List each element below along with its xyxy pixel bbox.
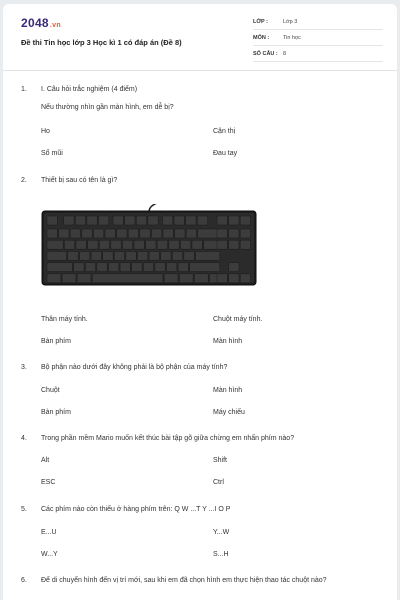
answer-option[interactable]: Màn hình	[213, 338, 243, 345]
answer-option[interactable]: Y...W	[213, 529, 230, 536]
answer-option[interactable]: Sổ mũi	[41, 150, 63, 157]
exam-meta	[253, 14, 383, 62]
meta-row-subject	[253, 30, 383, 46]
meta-key: LỚP :	[253, 18, 268, 25]
question-text: Bộ phận nào dưới đây không phải là bộ phận của máy tính?	[41, 364, 228, 371]
answer-option[interactable]: ESC	[41, 479, 56, 486]
section-heading: I. Câu hỏi trắc nghiệm (4 điểm)	[41, 86, 138, 93]
question-number: 2.	[21, 177, 27, 184]
answer-option[interactable]: Bàn phím	[41, 338, 71, 345]
page-header	[3, 4, 397, 70]
meta-row-count	[253, 46, 383, 62]
answer-option[interactable]: S...H	[213, 551, 229, 558]
question-text: Để di chuyển hình đến vị trí mới, sau khi em đã chọn hình em thực hiện thao tác chuột nào?	[41, 577, 327, 584]
answer-option[interactable]: Ctrl	[213, 479, 224, 486]
question-text: Nếu thường nhìn gần màn hình, em dễ bị?	[41, 104, 174, 111]
exam-page	[3, 4, 397, 600]
answer-option[interactable]: Chuột	[41, 387, 60, 394]
answer-option[interactable]: Đau tay	[213, 150, 238, 157]
question-number: 3.	[21, 364, 27, 371]
answer-option[interactable]: Chuột máy tính.	[213, 316, 263, 323]
site-logo[interactable]	[21, 16, 61, 30]
answer-option[interactable]: Màn hình	[213, 387, 243, 394]
meta-value: Lớp 3	[283, 18, 298, 25]
answer-option[interactable]: Máy chiếu	[213, 409, 245, 416]
question-text: Các phím nào còn thiếu ở hàng phím trên: Q W ...T Y ...I O P	[41, 506, 231, 513]
question-text: Trong phần mềm Mario muốn kết thúc bài tập gõ giữa chừng em nhấn phím nào?	[41, 435, 295, 442]
answer-option[interactable]: E...U	[41, 529, 57, 536]
answer-option[interactable]: Cận thị	[213, 128, 236, 135]
page-title: Đề thi Tin học lớp 3 Học kì 1 có đáp án (Đề 8)	[21, 38, 182, 47]
logo-text: 2048	[21, 16, 49, 30]
question-number: 5.	[21, 506, 27, 513]
answer-option[interactable]: Thân máy tính.	[41, 316, 88, 323]
meta-value: Tin học	[283, 34, 301, 41]
header-divider	[3, 70, 397, 71]
meta-row-class	[253, 14, 383, 30]
meta-key: SỐ CÂU :	[253, 50, 278, 57]
answer-option[interactable]: Ho	[41, 128, 50, 135]
answer-option[interactable]: W...Y	[41, 551, 58, 558]
meta-key: MÔN :	[253, 34, 270, 41]
question-number: 4.	[21, 435, 27, 442]
answer-option[interactable]: Alt	[41, 457, 50, 464]
keyboard-image	[41, 204, 257, 286]
logo-suffix: .vn	[49, 22, 61, 29]
question-number: 6.	[21, 577, 27, 584]
meta-value: 8	[283, 50, 287, 57]
answer-option[interactable]: Shift	[213, 457, 228, 464]
question-number: 1.	[21, 86, 27, 93]
question-text: Thiết bị sau có tên là gì?	[41, 177, 118, 184]
answer-option[interactable]: Bàn phím	[41, 409, 71, 416]
